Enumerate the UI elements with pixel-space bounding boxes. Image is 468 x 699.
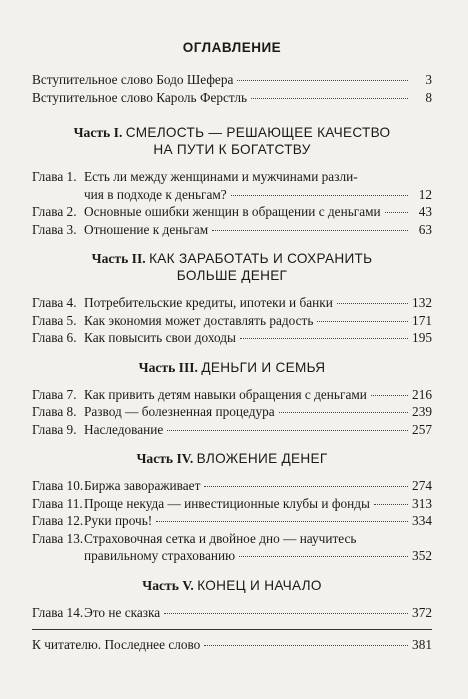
part-title: БОЛЬШЕ ДЕНЕГ bbox=[176, 268, 288, 283]
chapter-entry bbox=[32, 530, 432, 565]
chapter-entry bbox=[32, 512, 432, 530]
chapter-line bbox=[84, 168, 432, 186]
chapter-line bbox=[84, 421, 432, 439]
leader-dots bbox=[317, 321, 408, 322]
closing-text: К читателю. Последнее слово bbox=[32, 637, 201, 652]
chapter-body bbox=[84, 168, 432, 203]
chapter-label: Глава 3. bbox=[32, 221, 77, 237]
leader-dots bbox=[240, 338, 408, 339]
chapter-title: Основные ошибки женщин в обращении с деньгами bbox=[84, 204, 381, 219]
chapter-title: чия в подходе к деньгам? bbox=[84, 186, 227, 202]
part-label: Часть V. bbox=[142, 577, 194, 593]
chapter-label: Глава 6. bbox=[32, 330, 77, 345]
part-title-line bbox=[32, 450, 432, 467]
chapter-entry bbox=[32, 477, 432, 495]
part-title-line bbox=[32, 141, 432, 158]
page-number: 334 bbox=[412, 513, 432, 528]
chapter-label: Глава 14. bbox=[32, 604, 84, 620]
part-title: ВЛОЖЕНИЕ ДЕНЕГ bbox=[196, 451, 328, 466]
page-number: 313 bbox=[412, 495, 432, 511]
page-number: 239 bbox=[412, 404, 432, 419]
chapter-body bbox=[84, 403, 432, 421]
part-title: КОНЕЦ И НАЧАЛО bbox=[197, 577, 322, 593]
part-title: ДЕНЬГИ И СЕМЬЯ bbox=[201, 359, 326, 375]
chapter-body bbox=[84, 203, 432, 221]
chapter-title: Наследование bbox=[84, 421, 164, 437]
chapter-body bbox=[84, 512, 432, 530]
chapter-title: Отношение к деньгам bbox=[84, 221, 209, 237]
leader-dots bbox=[279, 412, 408, 413]
chapter-body bbox=[84, 530, 432, 565]
chapter-label: Глава 12. bbox=[32, 513, 84, 528]
leader-dots bbox=[156, 521, 408, 522]
part-title-line bbox=[32, 267, 432, 284]
chapter-body bbox=[84, 477, 432, 495]
intro-section bbox=[32, 71, 432, 107]
chapter-title: Это не сказка bbox=[84, 604, 161, 620]
part-heading bbox=[32, 359, 432, 376]
page-number: 372 bbox=[412, 604, 432, 620]
page-number: 352 bbox=[412, 548, 432, 563]
chapter-entry bbox=[32, 403, 432, 421]
chapter-title: Потребительские кредиты, ипотеки и банки bbox=[84, 295, 333, 310]
chapter-label: Глава 1. bbox=[32, 169, 77, 184]
chapter-entry bbox=[32, 329, 432, 347]
chapter-line bbox=[84, 530, 432, 548]
leader-dots bbox=[239, 556, 408, 557]
part-heading bbox=[32, 250, 432, 284]
chapter-entry bbox=[32, 294, 432, 312]
chapter-line bbox=[84, 547, 432, 565]
chapter-label: Глава 2. bbox=[32, 204, 77, 219]
chapter-label: Глава 9. bbox=[32, 421, 77, 437]
chapter-title: Страховочная сетка и двойное дно — научитесь bbox=[84, 530, 357, 546]
part-title: КАК ЗАРАБОТАТЬ И СОХРАНИТЬ bbox=[149, 251, 373, 266]
part-title-line bbox=[32, 359, 432, 376]
chapter-line bbox=[84, 329, 432, 347]
chapter-body bbox=[84, 312, 432, 330]
chapter-label: Глава 7. bbox=[32, 386, 77, 402]
chapter-entry bbox=[32, 421, 432, 439]
parts-container bbox=[32, 124, 432, 621]
chapter-label: Глава 4. bbox=[32, 295, 77, 310]
chapter-line bbox=[84, 312, 432, 330]
page-number: 43 bbox=[418, 204, 432, 219]
chapter-entry bbox=[32, 203, 432, 221]
leader-dots bbox=[371, 395, 408, 396]
leader-dots bbox=[385, 212, 408, 213]
chapter-line bbox=[84, 221, 432, 239]
part-label: Часть III. bbox=[138, 359, 198, 375]
toc-title: ОГЛАВЛЕНИЕ bbox=[182, 40, 282, 55]
page-number: 8 bbox=[425, 90, 432, 105]
chapter-entry bbox=[32, 168, 432, 203]
intro-text: Вступительное слово Кароль Ферстль bbox=[32, 90, 248, 105]
chapter-line bbox=[84, 203, 432, 221]
chapter-label: Глава 8. bbox=[32, 404, 77, 419]
chapter-label: Глава 10. bbox=[32, 478, 84, 493]
chapter-entry bbox=[32, 312, 432, 330]
part-title-line bbox=[32, 124, 432, 141]
intro-text: Вступительное слово Бодо Шефера bbox=[32, 72, 234, 87]
chapter-title: правильному страхованию bbox=[84, 548, 236, 563]
leader-dots bbox=[212, 230, 408, 231]
part-heading bbox=[32, 450, 432, 467]
leader-dots bbox=[374, 504, 408, 505]
chapter-title: Есть ли между женщинами и мужчинами разли- bbox=[84, 169, 358, 184]
leader-dots bbox=[204, 486, 408, 487]
chapter-title: Как экономия может доставлять радость bbox=[84, 312, 314, 328]
leader-dots bbox=[164, 613, 408, 614]
part-title-line bbox=[32, 250, 432, 267]
chapter-title: Развод — болезненная процедура bbox=[84, 404, 275, 419]
page-number: 63 bbox=[418, 221, 432, 237]
leader-dots bbox=[231, 195, 408, 196]
chapter-line bbox=[84, 294, 432, 312]
chapter-entry bbox=[32, 221, 432, 239]
chapter-entry bbox=[32, 604, 432, 622]
part-heading bbox=[32, 577, 432, 594]
page-number: 381 bbox=[412, 637, 432, 652]
chapter-title: Биржа завораживает bbox=[84, 478, 201, 493]
chapter-body bbox=[84, 604, 432, 622]
closing-entry bbox=[32, 636, 432, 654]
page-number: 257 bbox=[412, 421, 432, 437]
page-number: 195 bbox=[412, 330, 432, 345]
chapter-line bbox=[84, 386, 432, 404]
chapter-title: Как повысить свои доходы bbox=[84, 330, 236, 345]
leader-dots bbox=[167, 430, 408, 431]
chapter-line bbox=[84, 604, 432, 622]
chapter-line bbox=[84, 512, 432, 530]
chapter-label: Глава 13. bbox=[32, 530, 84, 546]
chapter-line bbox=[84, 495, 432, 513]
chapter-body bbox=[84, 495, 432, 513]
chapter-line bbox=[84, 186, 432, 204]
chapter-body bbox=[84, 294, 432, 312]
part-title-line bbox=[32, 577, 432, 594]
chapter-title: Как привить детям навыки обращения с деньгами bbox=[84, 386, 367, 402]
part-label: Часть IV. bbox=[136, 451, 194, 466]
leader-dots bbox=[204, 645, 408, 646]
chapter-title: Проще некуда — инвестиционные клубы и фонды bbox=[84, 495, 370, 511]
page-number: 171 bbox=[412, 312, 432, 328]
leader-dots bbox=[337, 303, 408, 304]
chapter-label: Глава 5. bbox=[32, 312, 77, 328]
leader-dots bbox=[237, 80, 408, 81]
page-number: 12 bbox=[418, 186, 432, 202]
chapter-body bbox=[84, 221, 432, 239]
page-number: 132 bbox=[412, 295, 432, 310]
intro-entry bbox=[32, 89, 432, 107]
chapter-label: Глава 11. bbox=[32, 495, 83, 511]
part-title: НА ПУТИ К БОГАТСТВУ bbox=[153, 142, 311, 157]
part-label: Часть I. bbox=[73, 125, 123, 140]
chapter-body bbox=[84, 329, 432, 347]
part-heading bbox=[32, 124, 432, 158]
chapter-body bbox=[84, 386, 432, 404]
chapter-entry bbox=[32, 386, 432, 404]
toc-page bbox=[32, 40, 432, 654]
page-number: 274 bbox=[412, 478, 432, 493]
chapter-entry bbox=[32, 495, 432, 513]
chapter-body bbox=[84, 421, 432, 439]
chapter-line bbox=[84, 403, 432, 421]
page-number: 216 bbox=[412, 386, 432, 402]
part-label: Часть II. bbox=[91, 251, 146, 266]
page-number: 3 bbox=[425, 72, 432, 87]
intro-entry bbox=[32, 71, 432, 89]
leader-dots bbox=[251, 98, 408, 99]
closing-divider bbox=[32, 629, 432, 630]
chapter-line bbox=[84, 477, 432, 495]
chapter-title: Руки прочь! bbox=[84, 513, 153, 528]
part-title: СМЕЛОСТЬ — РЕШАЮЩЕЕ КАЧЕСТВО bbox=[125, 125, 391, 140]
